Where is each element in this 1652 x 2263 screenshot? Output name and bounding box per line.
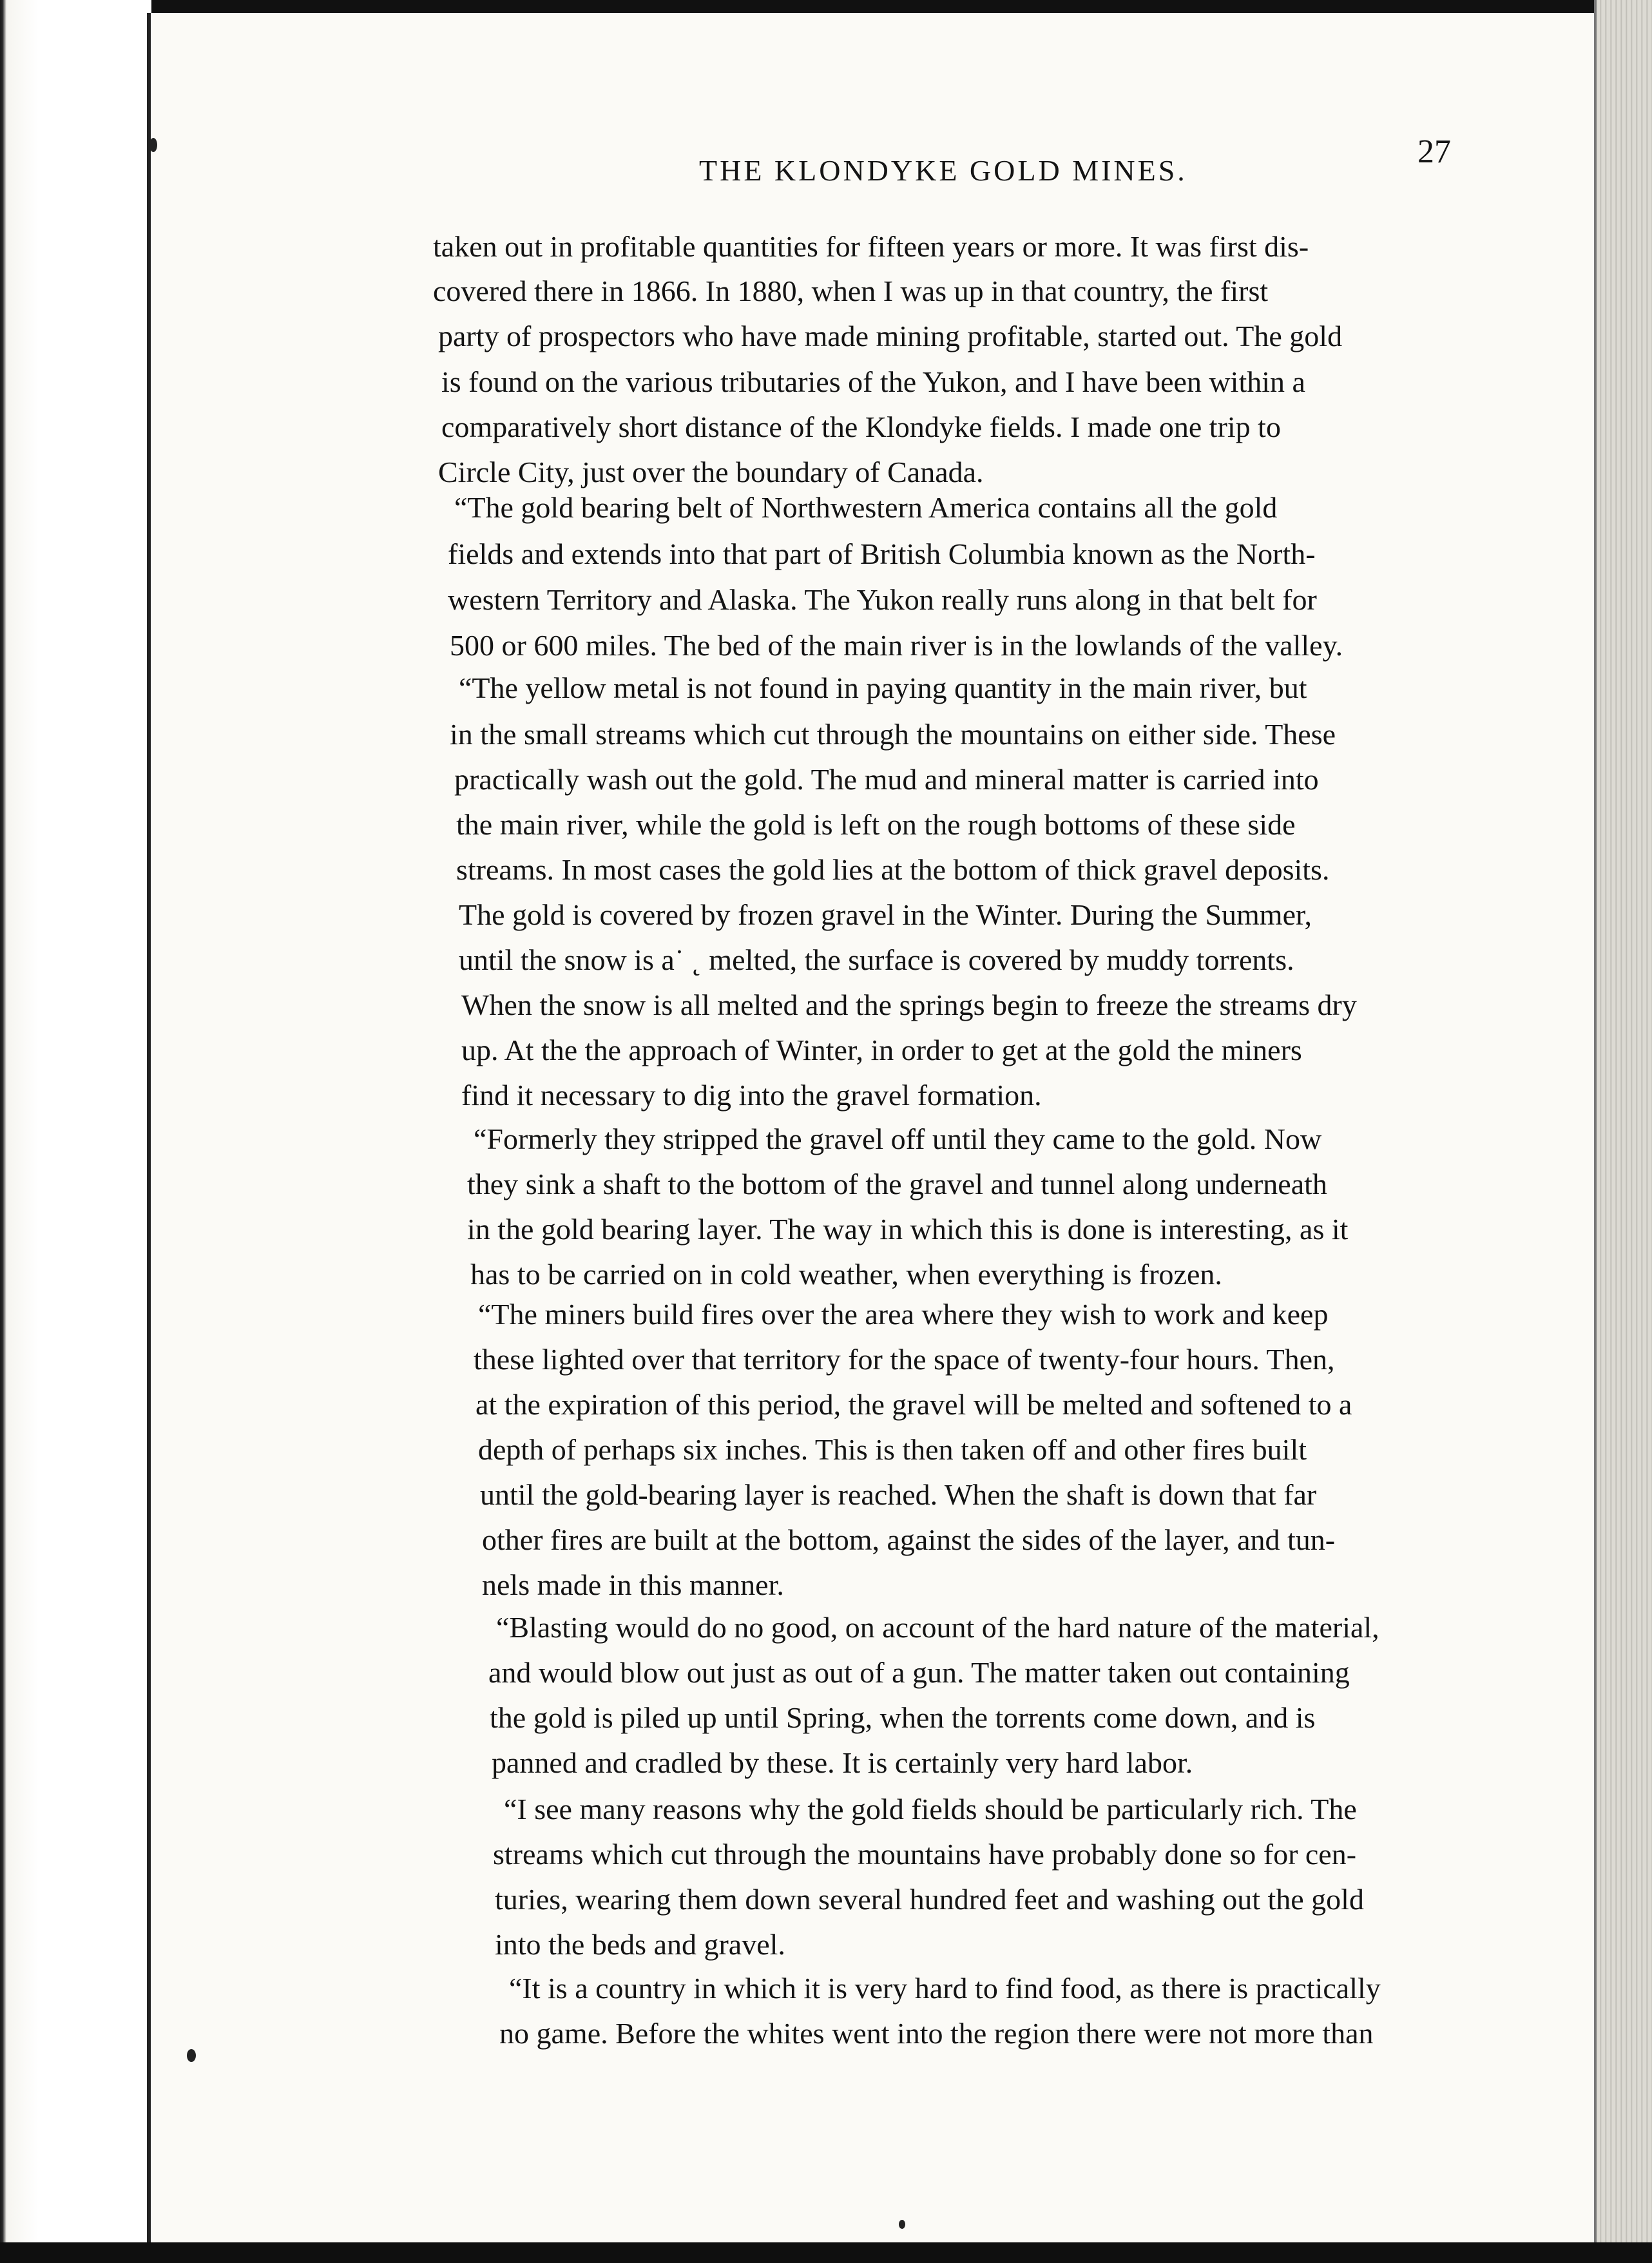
binding-mark [899,2220,905,2229]
text-line: When the snow is all melted and the springs begin to freeze the streams dry [461,988,1357,1021]
text-line: the main river, while the gold is left on the rough bottoms of these side [456,808,1296,841]
text-line: in the small streams which cut through the mountains on either side. These [450,718,1336,751]
text-line: Circle City, just over the boundary of Canada. [438,456,984,488]
text-line: until the gold-bearing layer is reached. When the shaft is down that far [480,1478,1317,1511]
text-line: nels made in this manner. [482,1568,784,1601]
text-line: no game. Before the whites went into the region there were not more than [499,2017,1374,2050]
running-head: THE KLONDYKE GOLD MINES. [699,154,1187,187]
text-line: until the snow is a˙ ˛ melted, the surface is covered by muddy torrents. [459,943,1294,976]
text-line: “The gold bearing belt of Northwestern America contains all the gold [454,491,1278,524]
text-line: these lighted over that territory for the space of twenty-four hours. Then, [474,1343,1335,1376]
text-line: fields and extends into that part of British Columbia known as the North- [448,537,1316,570]
text-line: other fires are built at the bottom, against the sides of the layer, and tun- [482,1523,1336,1556]
scan-bottom-edge [0,2242,1652,2263]
text-line: party of prospectors who have made mining profitable, started out. The gold [438,320,1343,352]
text-line: up. At the the approach of Winter, in order to get at the gold the miners [461,1034,1302,1066]
text-line: “Formerly they stripped the gravel off until they came to the gold. Now [474,1122,1322,1155]
text-line: they sink a shaft to the bottom of the gravel and tunnel along underneath [467,1168,1327,1200]
text-line: find it necessary to dig into the gravel formation. [461,1079,1042,1112]
text-line: 500 or 600 miles. The bed of the main river is in the lowlands of the valley. [450,629,1343,662]
binding-mark [149,138,157,152]
text-line: practically wash out the gold. The mud and mineral matter is carried into [454,763,1319,796]
text-line: “Blasting would do no good, on account of the hard nature of the material, [496,1611,1379,1644]
text-line: and would blow out just as out of a gun. The matter taken out containing [488,1656,1350,1689]
scan-left-margin [0,0,151,2263]
scan-top-edge [0,0,1652,14]
text-line: depth of perhaps six inches. This is then taken off and other fires built [478,1433,1307,1466]
text-line: covered there in 1866. In 1880, when I was up in that country, the first [433,274,1269,307]
text-line: western Territory and Alaska. The Yukon really runs along in that belt for [448,583,1317,616]
text-line: in the gold bearing layer. The way in which this is done is interesting, as it [467,1213,1349,1246]
text-line: turies, wearing them down several hundred feet and washing out the gold [495,1883,1364,1916]
text-line: into the beds and gravel. [495,1928,785,1961]
text-line: at the expiration of this period, the gravel will be melted and softened to a [475,1388,1352,1421]
text-line: is found on the various tributaries of the Yukon, and I have been within a [441,365,1305,398]
text-line: comparatively short distance of the Klondyke fields. I made one trip to [441,410,1281,443]
text-line: streams. In most cases the gold lies at the bottom of thick gravel deposits. [456,853,1330,886]
text-line: the gold is piled up until Spring, when the torrents come down, and is [490,1701,1316,1734]
text-line: has to be carried on in cold weather, when everything is frozen. [470,1258,1222,1291]
text-line: “The yellow metal is not found in paying quantity in the main river, but [459,671,1307,704]
text-line: The gold is covered by frozen gravel in the Winter. During the Summer, [459,898,1312,931]
text-line: “The miners build fires over the area where they wish to work and keep [478,1298,1329,1331]
binding-mark [187,2049,196,2062]
page-stack-edge [1594,0,1652,2263]
text-line: panned and cradled by these. It is certainly very hard labor. [492,1746,1193,1779]
page-number: 27 [1417,133,1451,170]
text-line: streams which cut through the mountains have probably done so for cen- [493,1838,1357,1871]
text-line: taken out in profitable quantities for fifteen years or more. It was first dis- [433,230,1309,263]
text-line: “I see many reasons why the gold fields should be particularly rich. The [504,1793,1357,1825]
text-line: “It is a country in which it is very hard to find food, as there is practically [509,1972,1381,2005]
